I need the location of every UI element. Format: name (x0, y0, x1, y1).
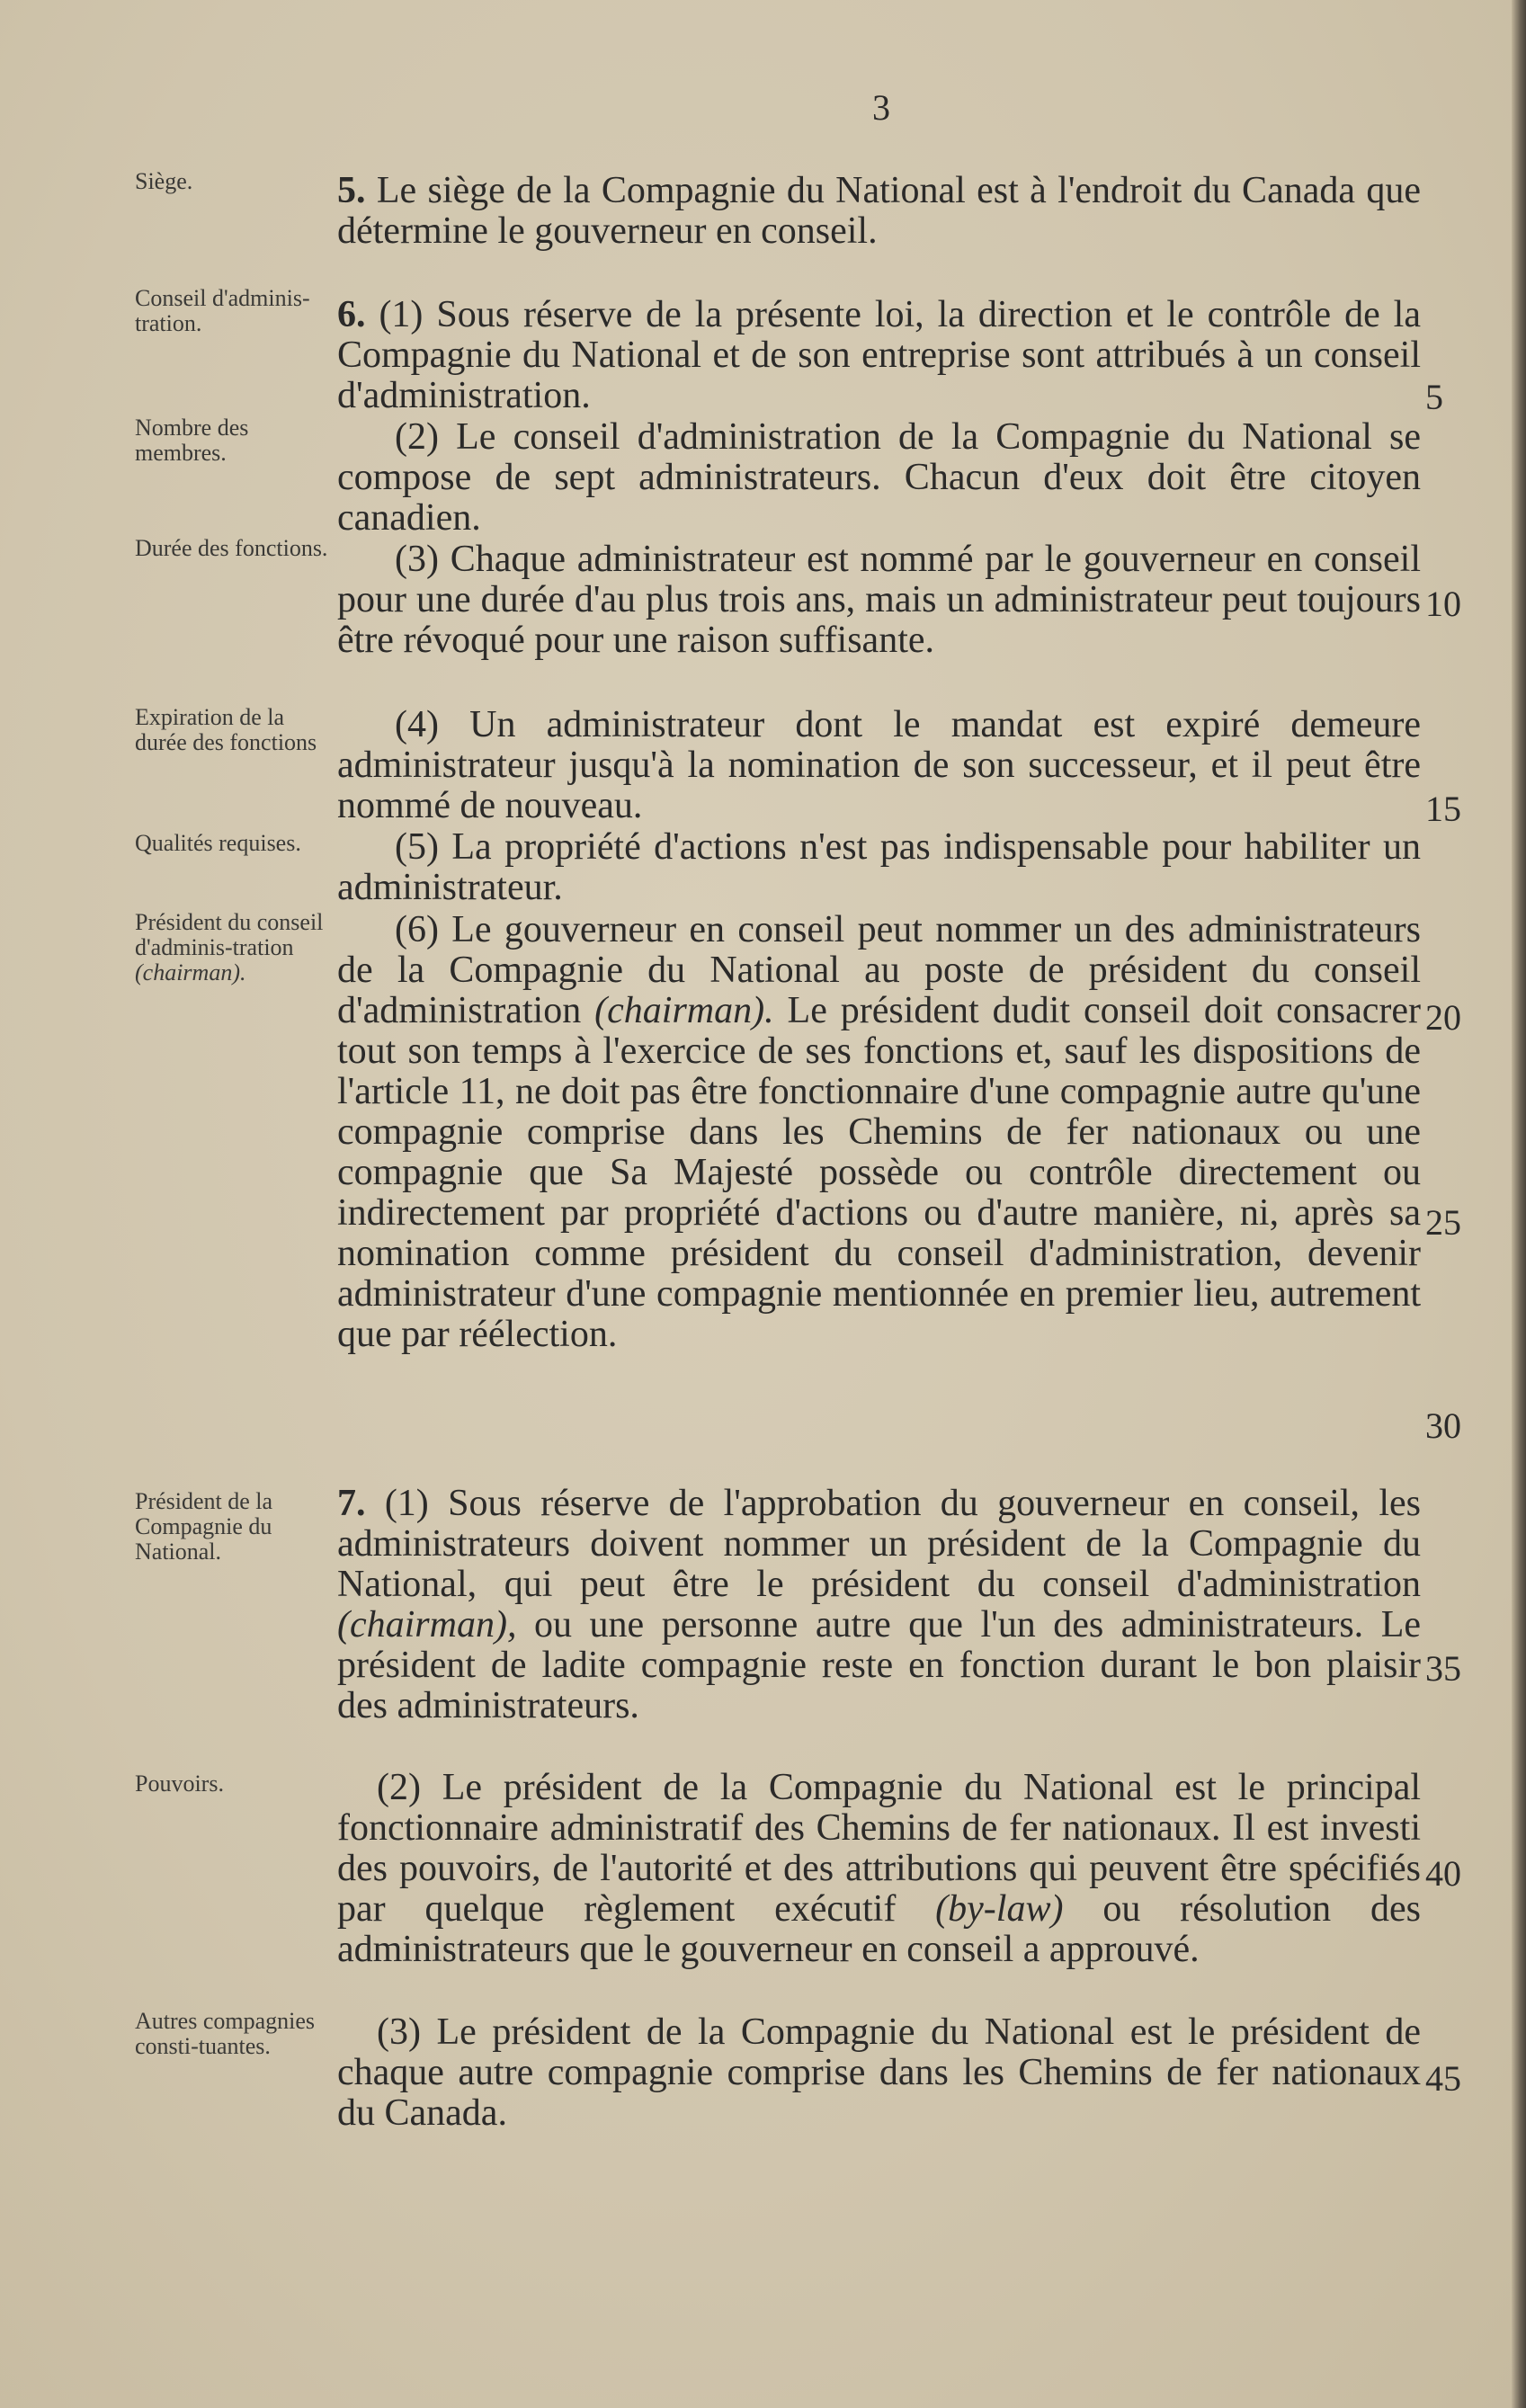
section-7-2 (337, 1768, 1421, 1970)
section-7-2-text-a: (2) Le président de la Compagnie du National est le principal fonctionnaire administratif des Chemins de fer nationaux. Il est investi des pouvoirs, de l'autorité et des attributions qui peuvent être spécifiés par quelque règlement exécutif (337, 1767, 1421, 1930)
margin-note-pouvoirs: Pouvoirs. (135, 1770, 224, 1797)
section-6-6-italic: (chairman). (594, 990, 774, 1031)
section-6-1-text: (1) Sous réserve de la présente loi, la direction et le contrôle de la Compagnie du National et de son entreprise sont attribués à un conseil d'administration. (337, 294, 1421, 416)
margin-note-president-compagnie: Président de la Compagnie du National. (135, 1488, 273, 1565)
page-number: 3 (872, 87, 890, 128)
margin-note-president-conseil-text: Président du conseil d'adminis-tration (135, 909, 324, 960)
section-7-number: 7. (337, 1483, 366, 1524)
section-6-6 (337, 910, 1421, 1355)
margin-note-president-conseil (135, 910, 328, 985)
section-6-6-text-b: Le président dudit conseil doit consacrer tout son temps à l'exercice de ses fonctions et, sauf les dispositions de l'article 11, ne doit pas être fonctionnaire d'une compagnie autre qu'une compagnie comprise dans les Chemins de fer nationaux ou une compagnie que Sa Majesté possède ou contrôle directement ou indirectement par propriété d'actions ou d'autre manière, ni, après sa nomination comme président du conseil d'administration, devenir administrateur d'une compagnie mentionnée en premier lieu, autrement que par réélection. (337, 990, 1421, 1355)
margin-note-president-conseil-italic: (chairman). (135, 959, 246, 985)
section-6-5: (5) La propriété d'actions n'est pas indispensable pour habiliter un administrateur. (337, 826, 1421, 908)
section-6-3: (3) Chaque administrateur est nommé par le gouverneur en conseil pour une durée d'au plus trois ans, mais un administrateur peut toujours être révoqué pour une raison suffisante. (337, 539, 1421, 661)
line-number-5: 5 (1425, 377, 1443, 417)
line-number-15: 15 (1425, 789, 1461, 829)
line-number-10: 10 (1425, 584, 1461, 624)
line-number-20: 20 (1425, 997, 1461, 1038)
margin-note-conseil: Conseil d'adminis-tration. (135, 285, 310, 336)
section-7-1-text-a: (1) Sous réserve de l'approbation du gouverneur en conseil, les administrateurs doivent nommer un président de la Compagnie du National, qui peut être le président du conseil d'administration (337, 1483, 1422, 1605)
section-6-2: (2) Le conseil d'administration de la Compagnie du National se compose de sept administrateurs. Chacun d'eux doit être citoyen canadien. (337, 416, 1421, 539)
line-number-35: 35 (1425, 1648, 1461, 1689)
margin-note-duree: Durée des fonctions. (135, 535, 328, 561)
margin-note-expiration: Expiration de la durée des fonctions (135, 704, 317, 755)
section-6-4: (4) Un administrateur dont le mandat est expiré demeure administrateur jusqu'à la nomination de son successeur, et il peut être nommé de nouveau. (337, 704, 1421, 826)
margin-note-siege: Siège. (135, 168, 193, 194)
section-6-1 (337, 295, 1421, 416)
section-7-3: (3) Le président de la Compagnie du National est le président de chaque autre compagnie comprise dans les Chemins de fer nationaux du Canada. (337, 2011, 1421, 2134)
line-number-45: 45 (1425, 2058, 1461, 2099)
section-7-2-text-b: ou résolution des administrateurs que le gouverneur en conseil a approuvé. (337, 1888, 1422, 1970)
margin-note-qualites: Qualités requises. (135, 830, 301, 856)
margin-note-nombre: Nombre des membres. (135, 415, 249, 466)
section-7-1 (337, 1484, 1421, 1726)
line-number-25: 25 (1425, 1202, 1461, 1243)
section-7-1-italic: (chairman), (337, 1604, 517, 1645)
margin-note-autres: Autres compagnies consti-tuantes. (135, 2008, 316, 2059)
section-7-1-text-b: ou une personne autre que l'un des administrateurs. Le président de ladite compagnie reste en fonction durant le bon plaisir des administrateurs. (337, 1604, 1421, 1726)
line-number-40: 40 (1425, 1853, 1461, 1894)
section-7-2-italic: (by-law) (935, 1888, 1064, 1930)
page-edge-shadow (1512, 0, 1526, 2408)
section-5 (337, 171, 1421, 252)
section-5-text: Le siège de la Compagnie du National est à l'endroit du Canada que détermine le gouverneur en conseil. (337, 170, 1421, 252)
line-number-30: 30 (1425, 1405, 1461, 1446)
section-6-number: 6. (337, 294, 366, 335)
section-6-6-text-a: (6) Le gouverneur en conseil peut nommer un des administrateurs de la Compagnie du National au poste de président du conseil d'administration (337, 909, 1421, 1031)
section-5-number: 5. (337, 170, 366, 211)
